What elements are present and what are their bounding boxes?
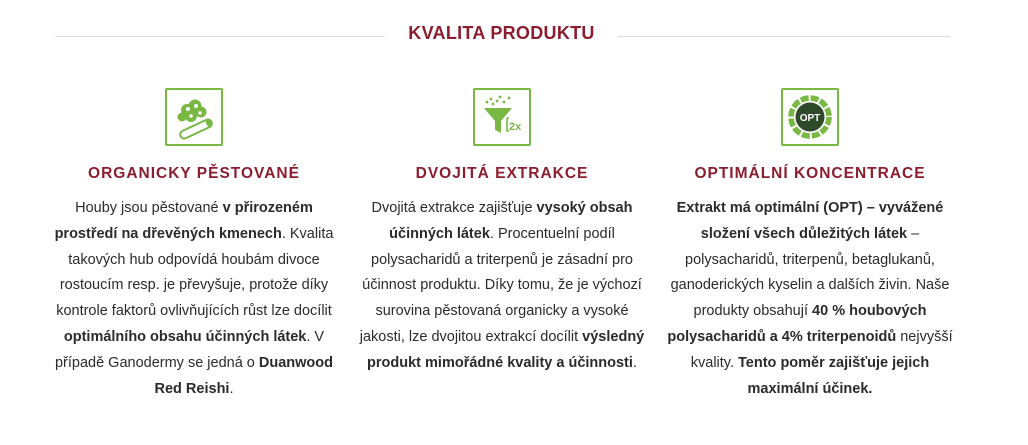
opt-label: OPT <box>799 113 821 124</box>
section-header <box>55 20 950 52</box>
body-text: . <box>632 354 637 371</box>
section-title: KVALITA PRODUKTU <box>408 23 595 43</box>
emphasis-text: vysoký obsah účinných látek <box>389 200 633 242</box>
funnel-2x-label: 2x <box>509 121 522 133</box>
feature-title: OPTIMÁLNÍ KONCENTRACE <box>694 165 926 182</box>
emphasis-text: Tento poměr zajišťuje jejich maximální účinek. <box>738 354 930 397</box>
emphasis-text: v přirozeném prostředí na dřevěných kmenech <box>54 200 313 242</box>
body-text: Houby jsou pěstované <box>75 200 223 216</box>
feature-title: DVOJITÁ EXTRAKCE <box>415 165 589 182</box>
feature-description <box>660 196 960 402</box>
body-text: Dvojitá extrakce zajišťuje <box>371 200 537 216</box>
body-text: . <box>229 380 234 397</box>
mushroom-log-icon <box>165 88 223 146</box>
body-text: . Procentuelní podíl polysacharidů a triterpenů je zásadní pro účinnost produktu. Díky tomu, že je výchozí surovina pěstovaná organicky a vysoké jakosti, lze dvojitou extrakcí docílit <box>359 225 642 345</box>
divider-left <box>55 36 385 37</box>
body-text: – polysacharidů, triterpenů, betaglukanů, ganoderických kyselin a dalších živin. Naše produkty obsahují <box>670 225 950 320</box>
feature-extraction <box>352 88 652 377</box>
body-text: . Kvalita takových hub odpovídá houbám divoce rostoucím resp. je převyšuje, protože díky kontrole faktorů ovlivňujících růst lze docílit <box>56 225 334 320</box>
emphasis-text: 40 % houbových polysacharidů a 4% triterpenoidů <box>667 303 927 345</box>
body-text: nejvyšší kvality. <box>690 328 953 371</box>
feature-description <box>44 196 344 402</box>
feature-organic <box>44 88 344 402</box>
feature-concentration <box>660 88 960 402</box>
emphasis-text: optimálního obsahu účinných látek <box>63 328 307 345</box>
emphasis-text: Duanwood Red Reishi <box>154 354 334 397</box>
funnel-2x-icon <box>473 88 531 146</box>
divider-right <box>618 36 950 37</box>
feature-title: ORGANICKY PĚSTOVANÉ <box>88 165 300 182</box>
body-text: . V případě Ganodermy se jedná o <box>54 328 325 371</box>
emphasis-text: výsledný produkt mimořádné kvality a účinnosti <box>367 328 645 371</box>
opt-ring-icon <box>781 88 839 146</box>
feature-description <box>352 196 652 377</box>
emphasis-text: Extrakt má optimální (OPT) – vyvážené složení všech důležitých látek <box>676 200 944 242</box>
